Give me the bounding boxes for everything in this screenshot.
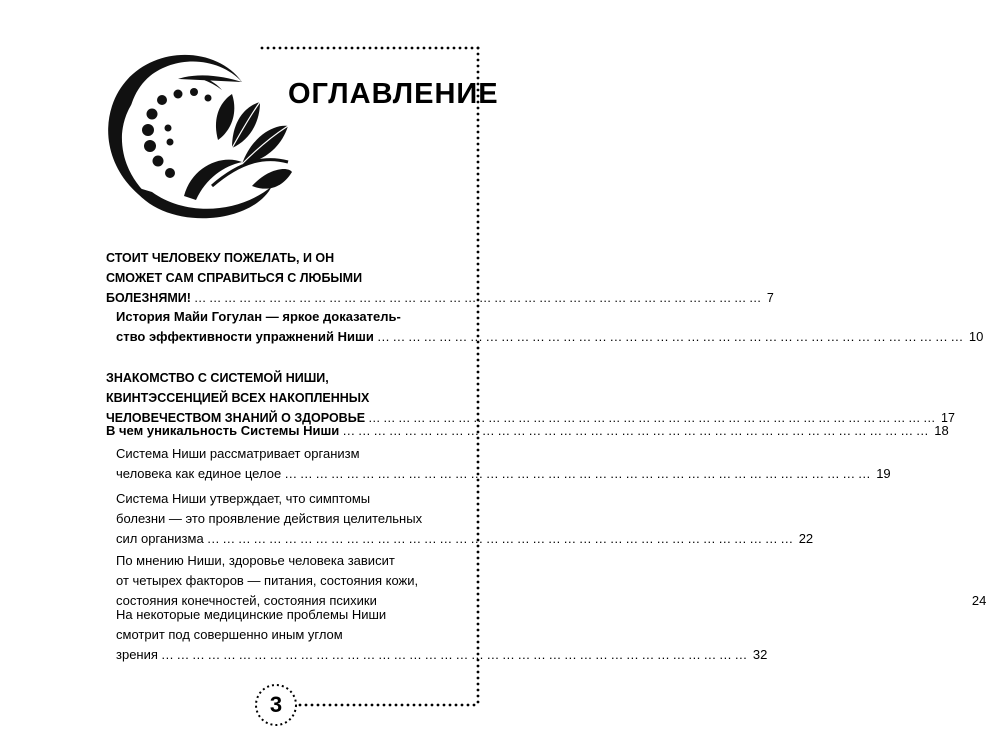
toc-line: смотрит под совершенно иным углом bbox=[116, 627, 343, 642]
border-dot bbox=[441, 47, 444, 50]
border-dot bbox=[477, 263, 480, 266]
floral-swirl-ornament bbox=[92, 36, 292, 236]
border-dot bbox=[477, 239, 480, 242]
toc-line: состояния конечностей, состояния психики bbox=[116, 593, 377, 608]
border-dot bbox=[477, 191, 480, 194]
border-dot bbox=[477, 275, 480, 278]
border-dot bbox=[477, 209, 480, 212]
border-dot bbox=[449, 704, 452, 707]
border-dot bbox=[477, 179, 480, 182]
toc-line: На некоторые медицинские проблемы Ниши bbox=[116, 607, 387, 622]
border-dot bbox=[477, 59, 480, 62]
border-dot bbox=[477, 311, 480, 314]
border-dot bbox=[459, 47, 462, 50]
border-dot bbox=[477, 353, 480, 356]
border-dot bbox=[477, 71, 480, 74]
border-dot bbox=[477, 629, 480, 632]
border-dot bbox=[477, 383, 480, 386]
border-dot bbox=[477, 197, 480, 200]
dot-leader: …………………………………………………………………………………………………… bbox=[368, 411, 939, 425]
border-dot bbox=[477, 665, 480, 668]
dot-leader: …………………………………………………………………………………………………… bbox=[206, 531, 796, 546]
border-dot bbox=[477, 257, 480, 260]
border-dot bbox=[437, 704, 440, 707]
border-dot bbox=[477, 251, 480, 254]
border-dot bbox=[477, 317, 480, 320]
border-dot bbox=[341, 704, 344, 707]
border-dot bbox=[297, 47, 300, 50]
toc-line: ЧЕЛОВЕЧЕСТВОМ ЗНАНИЙ О ЗДОРОВЬЕ bbox=[106, 411, 366, 425]
border-dot bbox=[477, 605, 480, 608]
border-dot bbox=[443, 704, 446, 707]
border-dot bbox=[477, 377, 480, 380]
border-dot bbox=[305, 704, 308, 707]
border-dot bbox=[477, 509, 480, 512]
border-dot bbox=[417, 47, 420, 50]
border-dot bbox=[477, 365, 480, 368]
border-dot bbox=[329, 704, 332, 707]
border-dot bbox=[477, 611, 480, 614]
toc-line: ЗНАКОМСТВО С СИСТЕМОЙ НИШИ, bbox=[106, 371, 329, 385]
border-dot bbox=[477, 491, 480, 494]
border-dot bbox=[399, 47, 402, 50]
toc-line: болезни — это проявление действия целительных bbox=[116, 511, 423, 526]
border-dot bbox=[477, 599, 480, 602]
border-dot bbox=[477, 587, 480, 590]
page-number: 3 bbox=[269, 692, 283, 717]
border-dot bbox=[477, 281, 480, 284]
border-dot bbox=[477, 575, 480, 578]
border-dot bbox=[477, 449, 480, 452]
border-dot bbox=[407, 704, 410, 707]
border-dot bbox=[477, 563, 480, 566]
border-dot bbox=[357, 47, 360, 50]
border-dot bbox=[477, 485, 480, 488]
border-dot bbox=[477, 701, 480, 704]
border-dot bbox=[429, 47, 432, 50]
border-dot bbox=[477, 617, 480, 620]
border-dot bbox=[435, 47, 438, 50]
toc-page-number: 22 bbox=[798, 531, 814, 546]
border-dot bbox=[461, 704, 464, 707]
border-dot bbox=[477, 389, 480, 392]
border-dot bbox=[423, 47, 426, 50]
toc-page-number: 24 bbox=[971, 593, 986, 608]
toc-line: Система Ниши утверждает, что симптомы bbox=[116, 491, 371, 506]
toc-line: В чем уникальность Системы Ниши bbox=[106, 423, 340, 438]
border-dot bbox=[351, 47, 354, 50]
toc-line: БОЛЕЗНЯМИ! bbox=[106, 291, 191, 305]
border-dot bbox=[323, 704, 326, 707]
border-dot bbox=[377, 704, 380, 707]
border-dot bbox=[477, 119, 480, 122]
toc-line: Система Ниши рассматривает организм bbox=[116, 446, 360, 461]
border-dot bbox=[447, 47, 450, 50]
border-dot bbox=[477, 227, 480, 230]
border-dot bbox=[477, 371, 480, 374]
border-dot bbox=[371, 704, 374, 707]
toc-line: СМОЖЕТ САМ СПРАВИТЬСЯ С ЛЮБЫМИ bbox=[106, 271, 363, 285]
dot-leader: …………………………………………………………………………………………………… bbox=[376, 329, 966, 344]
dot-leader: …………………………………………………………………………………………………… bbox=[284, 466, 874, 481]
border-dot bbox=[477, 221, 480, 224]
border-dot bbox=[453, 47, 456, 50]
dot-leader: …………………………………………………………………………………………………… bbox=[193, 291, 764, 305]
border-dot bbox=[477, 143, 480, 146]
border-dot bbox=[477, 503, 480, 506]
border-dot bbox=[369, 47, 372, 50]
border-dot bbox=[477, 347, 480, 350]
border-dot bbox=[465, 47, 468, 50]
border-dot bbox=[477, 671, 480, 674]
border-dot bbox=[477, 635, 480, 638]
border-dot bbox=[477, 113, 480, 116]
border-dot bbox=[477, 125, 480, 128]
border-dot bbox=[477, 65, 480, 68]
border-dot bbox=[401, 704, 404, 707]
border-dot bbox=[467, 704, 470, 707]
toc-page-number: 32 bbox=[752, 647, 768, 662]
toc-page-number: 7 bbox=[766, 291, 774, 305]
toc-entry-item-4[interactable] bbox=[116, 605, 768, 665]
border-dot bbox=[393, 47, 396, 50]
border-dot bbox=[477, 443, 480, 446]
border-dot bbox=[303, 47, 306, 50]
toc-entry-chapter-2[interactable] bbox=[106, 368, 955, 428]
dot-leader: …………………………………………………………………………………………………… bbox=[342, 423, 932, 438]
border-dot bbox=[353, 704, 356, 707]
border-dot bbox=[375, 47, 378, 50]
border-dot bbox=[383, 704, 386, 707]
page-title: ОГЛАВЛЕНИЕ bbox=[288, 78, 499, 110]
border-dot bbox=[477, 203, 480, 206]
border-dot bbox=[477, 497, 480, 500]
border-dot bbox=[473, 704, 476, 707]
border-dot bbox=[339, 47, 342, 50]
border-dot bbox=[477, 185, 480, 188]
border-dot bbox=[477, 233, 480, 236]
border-dot bbox=[413, 704, 416, 707]
border-dot bbox=[477, 359, 480, 362]
toc-page-number: 10 bbox=[968, 329, 984, 344]
border-dot bbox=[419, 704, 422, 707]
border-dot bbox=[477, 641, 480, 644]
border-dot bbox=[309, 47, 312, 50]
border-dot bbox=[477, 551, 480, 554]
border-dot bbox=[311, 704, 314, 707]
toc-line: зрения bbox=[116, 647, 158, 662]
toc-page-number: 18 bbox=[934, 423, 949, 438]
border-dot bbox=[477, 521, 480, 524]
border-dot bbox=[477, 161, 480, 164]
border-dot bbox=[477, 323, 480, 326]
border-dot bbox=[455, 704, 458, 707]
border-dot bbox=[411, 47, 414, 50]
toc-line: КВИНТЭССЕНЦИЕЙ ВСЕХ НАКОПЛЕННЫХ bbox=[106, 391, 370, 405]
border-dot bbox=[477, 155, 480, 158]
toc-entry-item-3[interactable] bbox=[116, 551, 986, 611]
border-dot bbox=[347, 704, 350, 707]
toc-entry-section-2[interactable] bbox=[106, 421, 949, 441]
border-dot bbox=[477, 677, 480, 680]
border-dot bbox=[477, 683, 480, 686]
border-dot bbox=[477, 461, 480, 464]
border-dot bbox=[345, 47, 348, 50]
border-dot bbox=[365, 704, 368, 707]
border-dot bbox=[327, 47, 330, 50]
border-dot bbox=[321, 47, 324, 50]
border-dot bbox=[477, 623, 480, 626]
toc-page-number: 19 bbox=[876, 466, 891, 481]
toc-line: История Майи Гогулан — яркое доказатель- bbox=[116, 309, 401, 324]
border-dot bbox=[477, 581, 480, 584]
toc-entry-item-2[interactable] bbox=[116, 489, 814, 549]
border-dot bbox=[335, 704, 338, 707]
toc-entry-chapter-1[interactable] bbox=[106, 248, 774, 308]
toc-line: По мнению Ниши, здоровье человека зависит bbox=[116, 553, 395, 568]
border-dot bbox=[317, 704, 320, 707]
border-dot bbox=[477, 269, 480, 272]
page-number-badge bbox=[257, 686, 295, 724]
toc-line: от четырех факторов — питания, состояния кожи, bbox=[116, 573, 419, 588]
border-dot bbox=[477, 557, 480, 560]
border-dot bbox=[477, 173, 480, 176]
border-dot bbox=[405, 47, 408, 50]
toc-entry-section-1[interactable] bbox=[116, 307, 984, 347]
toc-entry-item-1[interactable] bbox=[116, 444, 891, 484]
border-dot bbox=[425, 704, 428, 707]
border-dot bbox=[389, 704, 392, 707]
border-dot bbox=[471, 47, 474, 50]
border-dot bbox=[431, 704, 434, 707]
border-dot bbox=[477, 455, 480, 458]
border-dot bbox=[359, 704, 362, 707]
border-dot bbox=[477, 593, 480, 596]
border-dot bbox=[315, 47, 318, 50]
border-dot bbox=[477, 131, 480, 134]
border-dot bbox=[477, 401, 480, 404]
border-dot bbox=[477, 47, 480, 50]
border-dot bbox=[477, 395, 480, 398]
border-dot bbox=[381, 47, 384, 50]
border-dot bbox=[477, 137, 480, 140]
border-dot bbox=[333, 47, 336, 50]
border-dot bbox=[477, 215, 480, 218]
toc-line: сил организма bbox=[116, 531, 204, 546]
toc-line: ство эффективности упражнений Ниши bbox=[116, 329, 374, 344]
toc-page-number: 17 bbox=[941, 411, 955, 425]
border-dot bbox=[477, 569, 480, 572]
border-dot bbox=[387, 47, 390, 50]
border-dot bbox=[477, 53, 480, 56]
border-dot bbox=[477, 245, 480, 248]
toc-line: человека как единое целое bbox=[116, 466, 282, 481]
border-dot bbox=[477, 689, 480, 692]
toc-line: СТОИТ ЧЕЛОВЕКУ ПОЖЕЛАТЬ, И ОН bbox=[106, 251, 335, 265]
border-dot bbox=[363, 47, 366, 50]
border-dot bbox=[299, 704, 302, 707]
border-dot bbox=[477, 695, 480, 698]
dot-leader: …………………………………………………………………………………………………… bbox=[160, 647, 750, 662]
border-dot bbox=[477, 167, 480, 170]
border-dot bbox=[395, 704, 398, 707]
border-dot bbox=[477, 149, 480, 152]
border-dot bbox=[477, 515, 480, 518]
